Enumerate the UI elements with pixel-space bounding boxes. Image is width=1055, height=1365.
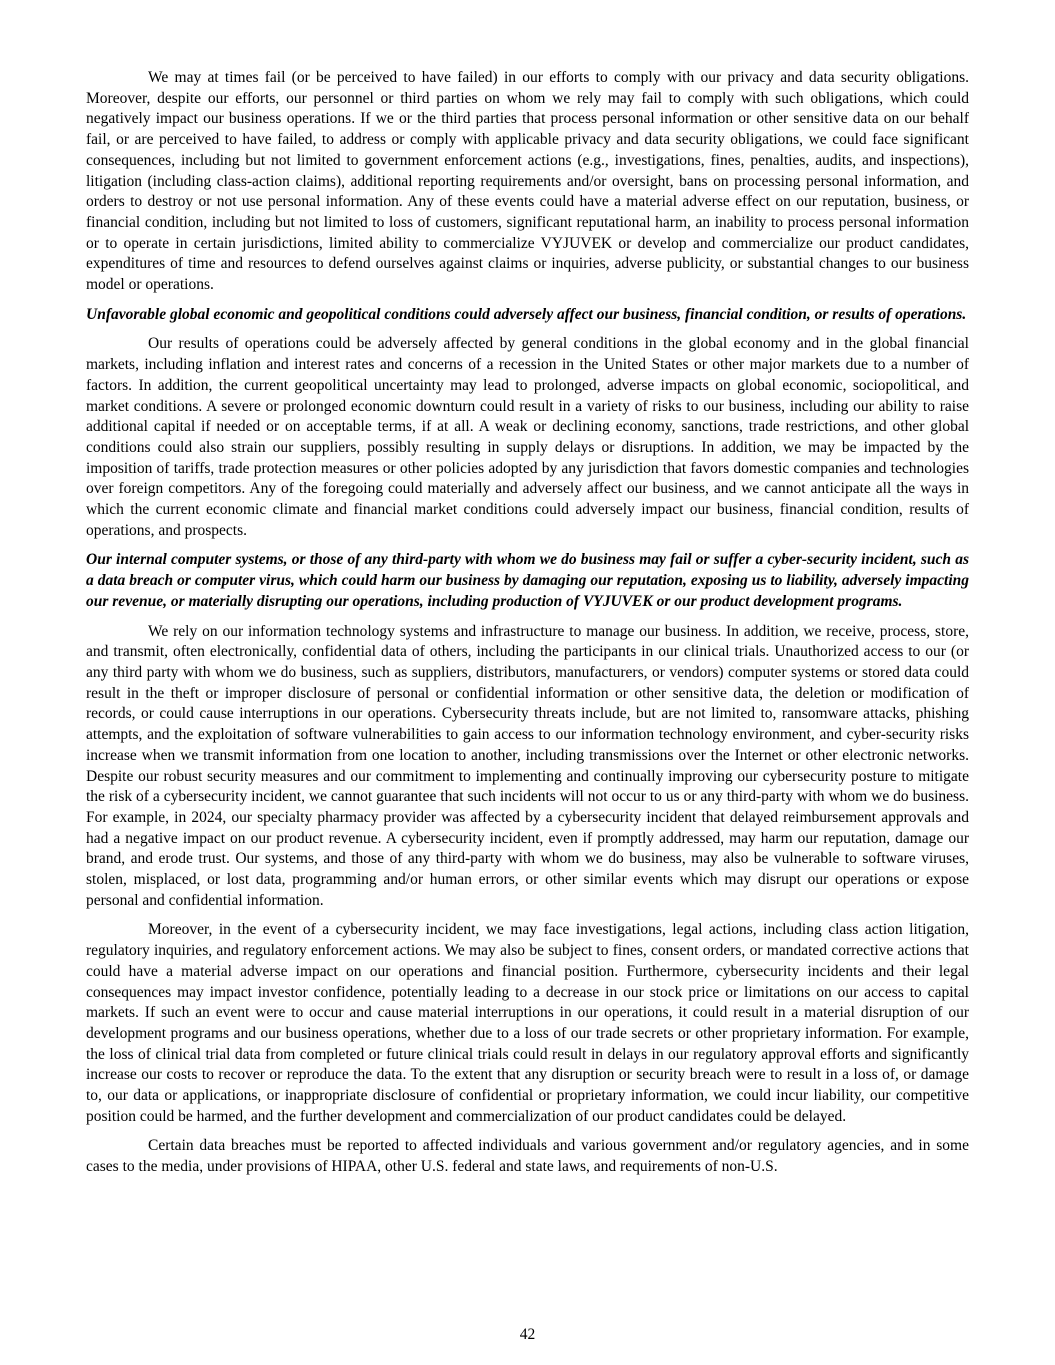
document-page — [86, 68, 969, 1178]
paragraph-it-systems: We rely on our information technology systems and infrastructure to manage our business. In addition, we receive, process, store, and transmit, often electronically, confidential data of others, including the participants in our clinical trials. Unauthorized access to our (or any third party with whom we do business, such as suppliers, distributors, manufacturers, or vendors) computer systems or stored data could result in the theft or improper disclosure of personal or confidential information or other sensitive data, the deletion or modification of records, or could cause interruptions in our operations. Cybersecurity threats include, but are not limited to, ransomware attacks, phishing attempts, and the exploitation of software vulnerabilities to gain access to our information technology environment, and cyber-security risks increase when we transmit information from one location to another, including transmissions over the Internet or other electronic networks. Despite our robust security measures and our commitment to implementing and continually improving our cybersecurity posture to mitigate the risk of a cybersecurity incident, we cannot guarantee that such incidents will not occur to us or any third-party with whom we do business. For example, in 2024, our specialty pharmacy provider was affected by a cybersecurity incident that delayed reimbursement approvals and had a negative impact on our product revenue. A cybersecurity incident, even if promptly addressed, may harm our reputation, damage our brand, and erode trust. Our systems, and those of any third-party with whom we do business, may also be vulnerable to software viruses, stolen, misplaced, or lost data, programming and/or human errors, or other similar events which may disrupt our operations or expose personal and confidential information. — [86, 622, 969, 909]
paragraph-economic-conditions: Our results of operations could be adversely affected by general conditions in the global economy and in the global financial markets, including inflation and interest rates and concerns of a recession in the United States or other major markets due to a number of factors. In addition, the current geopolitical uncertainty may lead to prolonged, adverse impacts on global economic, sociopolitical, and market conditions. A severe or prolonged economic downturn could result in a variety of risks to our business, including our ability to raise additional capital if needed or on acceptable terms, if at all. A weak or declining economy, sanctions, trade restrictions, and other global conditions could also strain our suppliers, possibly resulting in supply delays or disruptions. In addition, we may be impacted by the imposition of tariffs, trade protection measures or other policies adopted by any jurisdiction that favors domestic companies and technologies over foreign competitors. Any of the foregoing could materially and adversely affect our business, and we cannot anticipate all the ways in which the current economic climate and financial market conditions could adversely impact our business, financial condition, results of operations, and prospects. — [86, 335, 969, 539]
risk-heading-economic-conditions: Unfavorable global economic and geopolitical conditions could adversely affect our business, financial condition, or results of operations. — [86, 305, 967, 323]
paragraph-data-breach-reporting: Certain data breaches must be reported to affected individuals and various government and/or regulatory agencies, and in some cases to the media, under provisions of HIPAA, other U.S. federal and state laws, and requirements of non-U.S. — [86, 1137, 969, 1176]
paragraph-cyber-incident-consequences: Moreover, in the event of a cybersecurity incident, we may face investigations, legal actions, including class action litigation, regulatory inquiries, and regulatory enforcement actions. We may also be subject to fines, consent orders, or mandated corrective actions that could have a material adverse impact on our operations and financial position. Furthermore, cybersecurity incidents and their legal consequences may impact investor confidence, potentially leading to a decrease in our stock price or limitations on our access to capital markets. If such an event were to occur and cause material interruptions in our operations, it could result in a material disruption of our development programs and our business operations, whether due to a loss of our trade secrets or other proprietary information. For example, the loss of clinical trial data from completed or future clinical trials could result in delays in our regulatory approval efforts and significantly increase our costs to recover or reproduce the data. To the extent that any disruption or security breach were to result in a loss of, or damage to, our data or applications, or inappropriate disclosure of confidential or proprietary information, we could incur liability, our competitive position could be harmed, and the further development and commercialization of our product candidates could be delayed. — [86, 921, 969, 1125]
page-number: 42 — [519, 1326, 536, 1343]
risk-heading-cybersecurity: Our internal computer systems, or those of any third-party with whom we do business may fail or suffer a cyber-security incident, such as a data breach or computer virus, which could harm our business by damaging our reputation, exposing us to liability, adversely impacting our revenue, or materially disrupting our operations, including production of VYJUVEK or our product development programs. — [86, 551, 969, 610]
paragraph-privacy-compliance: We may at times fail (or be perceived to have failed) in our efforts to comply with our privacy and data security obligations. Moreover, despite our efforts, our personnel or third parties on whom we rely may fail to comply with such obligations, which could negatively impact our business operations. If we or the third parties that process personal information or other sensitive data on our behalf fail, or are perceived to have failed, to address or comply with applicable privacy and data security obligations, we could face significant consequences, including but not limited to government enforcement actions (e.g., investigations, fines, penalties, audits, and inspections), litigation (including class-action claims), additional reporting requirements and/or oversight, bans on processing personal information, and orders to destroy or not use personal information. Any of these events could have a material adverse effect on our reputation, business, or financial condition, including but not limited to loss of customers, significant reputational harm, an inability to process personal information or to operate in certain jurisdictions, limited ability to commercialize VYJUVEK or develop and commercialize our product candidates, expenditures of time and resources to defend ourselves against claims or inquiries, adverse publicity, or substantial changes to our business model or operations. — [86, 69, 969, 294]
